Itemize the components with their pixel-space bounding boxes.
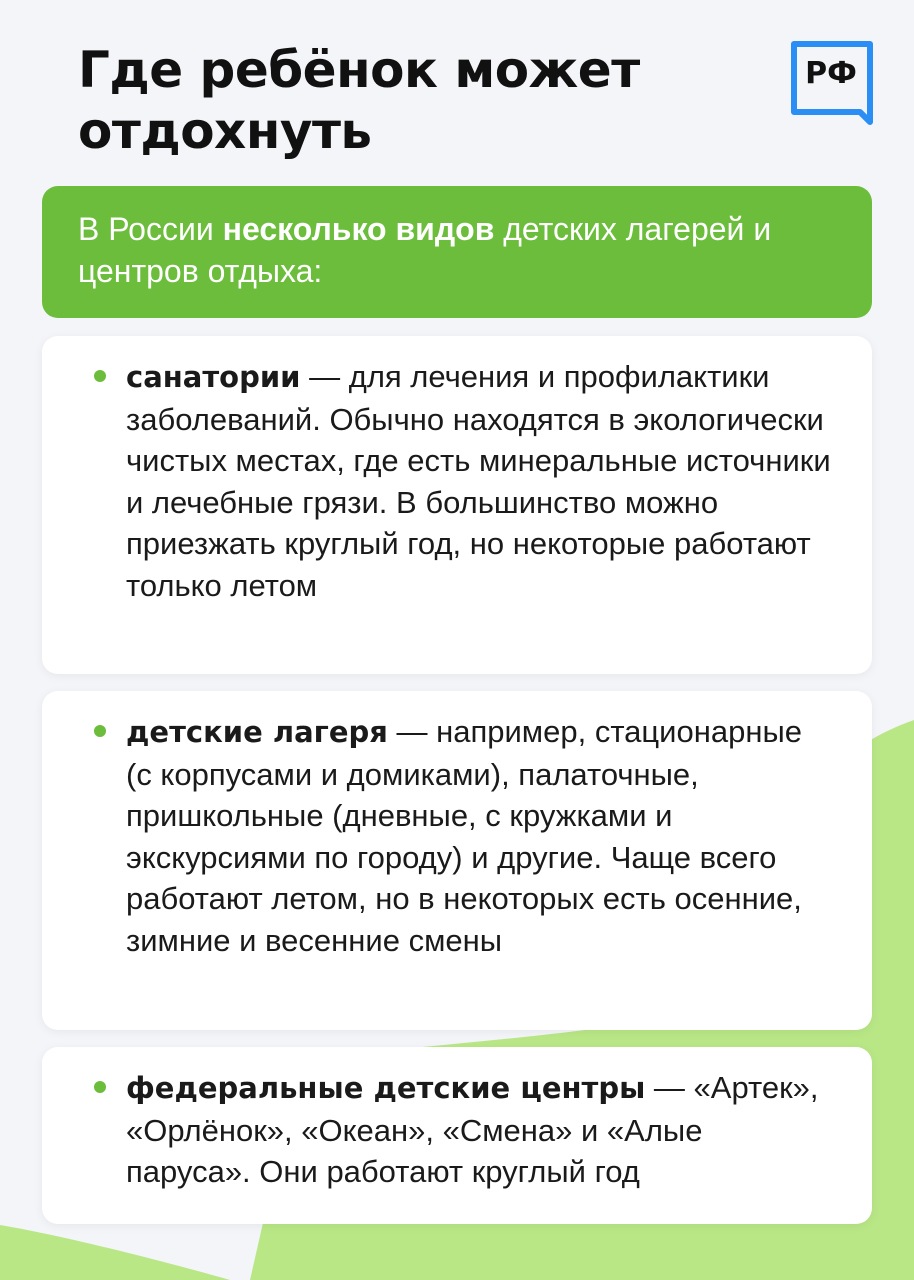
bullet-icon	[94, 725, 106, 737]
card-sanatoriums	[42, 336, 872, 674]
bullet-icon	[94, 1081, 106, 1093]
intro-text-after: детских лагерей и центров отдыха:	[78, 211, 772, 289]
item-term: санатории	[126, 360, 301, 394]
logo-text: РФ	[805, 56, 857, 91]
card-camps	[42, 691, 872, 1030]
item-description: — для лечения и профилактики заболеваний. Обычно находятся в экологически чистых местах, где есть минеральные источники и лечебные грязи. В большинство можно приезжать круглый год, но некоторые работают только летом	[126, 359, 831, 603]
logo	[790, 40, 874, 130]
intro-banner	[42, 186, 872, 318]
intro-text-bold: несколько видов	[222, 211, 495, 247]
bullet-icon	[94, 370, 106, 382]
item-description: — «Артек», «Орлёнок», «Океан», «Смена» и «Алые паруса». Они работают круглый год	[126, 1070, 819, 1189]
intro-text-before: В России	[78, 211, 223, 247]
card-federal-centers	[42, 1047, 872, 1224]
item-description: — например, стационарные (с корпусами и домиками), палаточные, пришкольные (дневные, с кружками и экскурсиями по городу) и другие. Чаще всего работают летом, но в некоторых есть осенние, зимние и весенние смены	[126, 714, 802, 958]
item-term: федеральные детские центры	[126, 1071, 646, 1105]
item-term: детские лагеря	[126, 715, 388, 749]
page-title: Где ребёнок может отдохнуть	[78, 41, 640, 160]
